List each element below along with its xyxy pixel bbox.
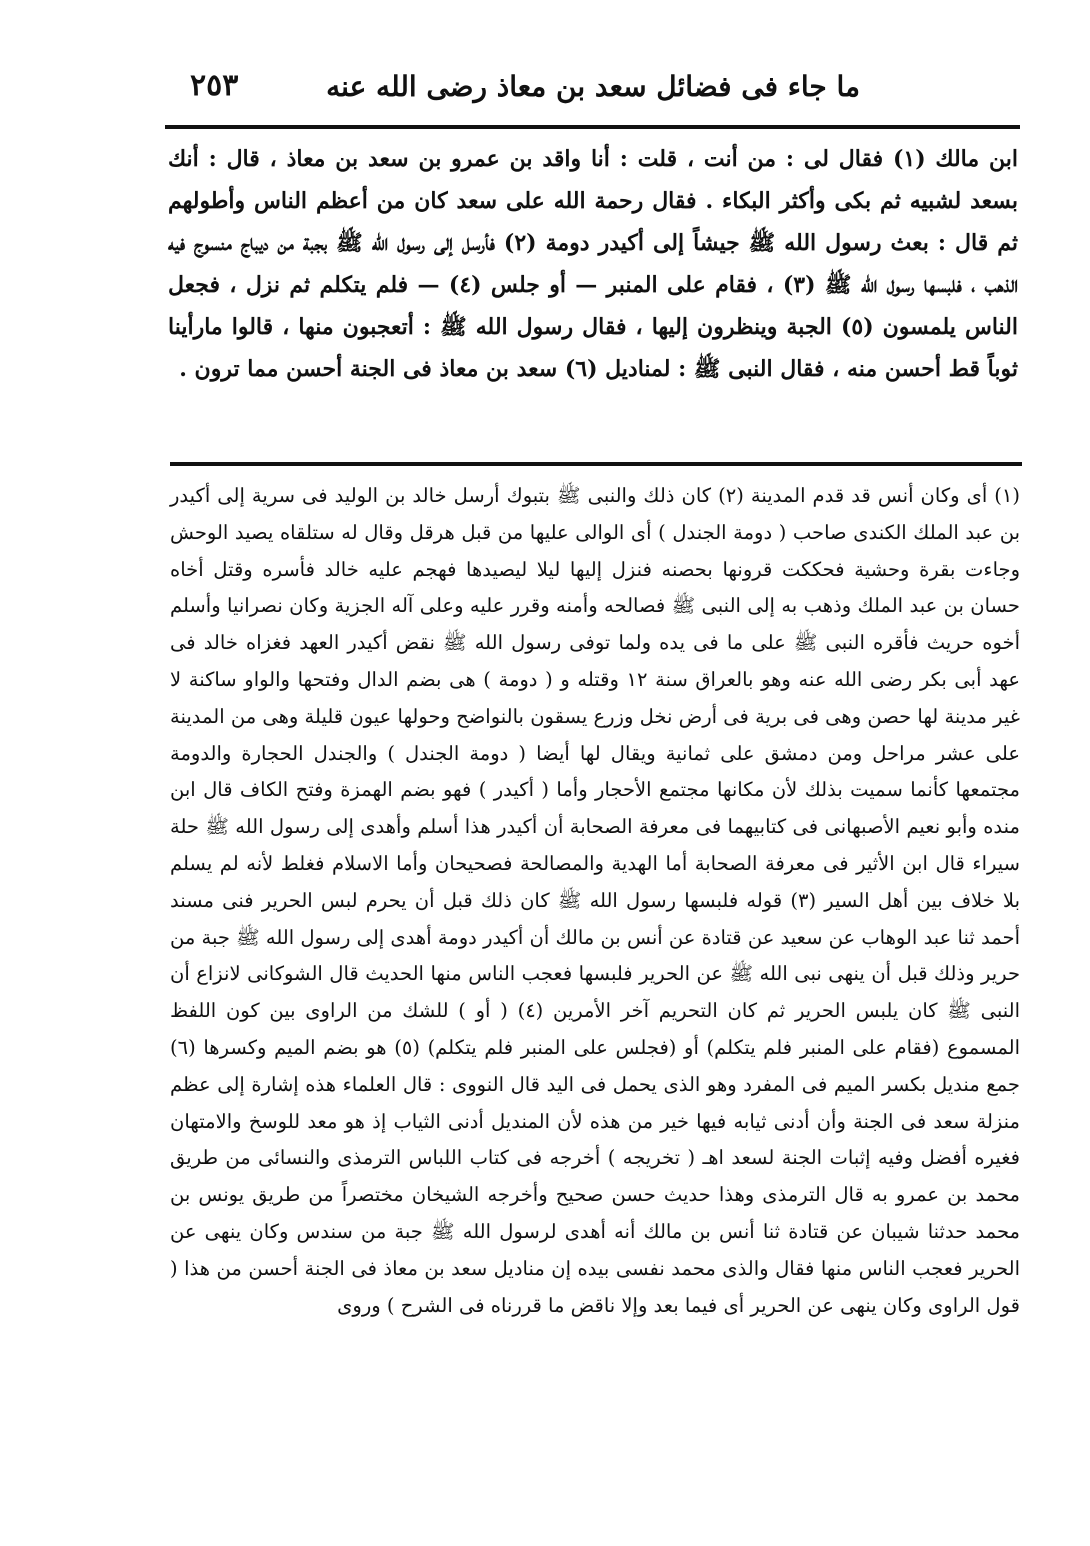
hadith-text: [168, 138, 1018, 390]
footnote-separator-rule: [170, 462, 1022, 466]
hadith-paragraph: ابن مالك (١) فقال لى : من أنت ، قلت : أنا واقد بن عمرو بن سعد بن معاذ ، قال : أنك بسعد لشبيه ثم بكى وأكثر البكاء . فقال رحمة الله على سعد كان من أعظم الناس وأطولهم ثم قال : بعث رسول الله ﷺ جيشاً إلى أكيدر دومة (٢) فأرسل إلى رسول الله ﷺ بجبة من ديباج منسوج فيه الذهب ، فلبسها رسول الله ﷺ (٣) ، فقام على المنبر — أو جلس (٤) — فلم يتكلم ثم نزل ، فجعل الناس يلمسون (٥) الجبة وينظرون إليها ، فقال رسول الله ﷺ : أتعجبون منها ، قالوا مارأينا ثوباً قط أحسن منه ، فقال النبى ﷺ : لمناديل (٦) سعد بن معاذ فى الجنة أحسن مما ترون .: [168, 146, 1018, 382]
footnotes-paragraph: (١) أى وكان أنس قد قدم المدينة (٢) كان ذلك والنبى ﷺ بتبوك أرسل خالد بن الوليد فى سرية إلى أكيدر بن عبد الملك الكندى صاحب ( دومة الجندل ) أى الوالى عليها من قبل هرقل وقال له ستلقاه يصيد الوحش وجاءت بقرة وحشية فحككت قرونها بحصنه فنزل إليها ليلا ليصيدها فهجم عليه خالد فأسره وقتل أخاه حسان بن عبد الملك وذهب به إلى النبى ﷺ فصالحه وأمنه وقرر عليه وعلى آله الجزية وكان نصرانيا وأسلم أخوه حريث فأقره النبى ﷺ على ما فى يده ولما توفى رسول الله ﷺ نقض أكيدر العهد فغزاه خالد فى عهد أبى بكر رضى الله عنه وهو بالعراق سنة ١٢ وقتله و ( دومة ) هى بضم الدال وفتحها والواو ساكنة لا غير مدينة لها حصن وهى فى برية فى أرض نخل وزرع يسقون بالنواضح وحولها عيون قليلة وهى من المدينة على عشر مراحل ومن دمشق على ثمانية ويقال لها أيضا ( دومة الجندل ) والجندل الحجارة والدومة مجتمعها كأنما سميت بذلك لأن مكانها مجتمع الأحجار وأما ( أكيدر ) فهو بضم الهمزة وفتح الكاف قال ابن منده وأبو نعيم الأصبهانى فى كتابيهما فى معرفة الصحابة أن أكيدر هذا أسلم وأهدى إلى رسول الله ﷺ حلة سيراء قال ابن الأثير فى معرفة الصحابة أما الهدية والمصالحة فصحيحان وأما الاسلام فغلط لأنه لم يسلم بلا خلاف بين أهل السير (٣) قوله فلبسها رسول الله ﷺ كان ذلك قبل أن يحرم لبس الحرير فنى مسند أحمد ثنا عبد الوهاب عن سعيد عن قتادة عن أنس بن مالك أن أكيدر دومة أهدى إلى رسول الله ﷺ جبة من حرير وذلك قبل أن ينهى نبى الله ﷺ عن الحرير فلبسها فعجب الناس منها الحديث قال الشوكانى لانزاع أن النبى ﷺ كان يلبس الحرير ثم كان التحريم آخر الأمرين (٤) ( أو ) للشك من الراوى بين كون اللفظ المسموع (فقام على المنبر فلم يتكلم) أو (فجلس على المنبر فلم يتكلم) (٥) هو بضم الميم وكسرها (٦) جمع منديل بكسر الميم فى المفرد وهو الذى يحمل فى اليد قال النووى : قال العلماء هذه إشارة إلى عظم منزلة سعد فى الجنة وأن أدنى ثيابه فيها خير من هذه لأن المنديل أدنى الثياب إذ هو معد للوسخ والامتهان فغيره أفضل وفيه إثبات الجنة لسعد اهـ ( تخريجه ) أخرجه فى كتاب اللباس الترمذى والنسائى من طريق محمد بن عمرو به قال الترمذى وهذا حديث حسن صحيح وأخرجه الشيخان مختصراً من طريق يونس بن محمد حدثنا شيبان عن قتادة ثنا أنس بن مالك أنه أهدى لرسول الله ﷺ جبة من سندس وكان ينهى عن الحرير فعجب الناس منها فقال والذى محمد نفسى بيده إن مناديل سعد بن معاذ فى الجنة أحسن من هذا ( قول الراوى وكان ينهى عن الحرير أى فيما بعد وإلا ناقض ما قررناه فى الشرح ) وروى: [170, 484, 1020, 1317]
header-rule: [165, 125, 1020, 129]
running-title: ما جاء فى فضائل سعد بن معاذ رضى الله عنه: [326, 70, 860, 103]
page-number: ٢٥٣: [190, 68, 239, 103]
page-header: [180, 62, 1060, 114]
footnotes-section: [170, 478, 1020, 1324]
